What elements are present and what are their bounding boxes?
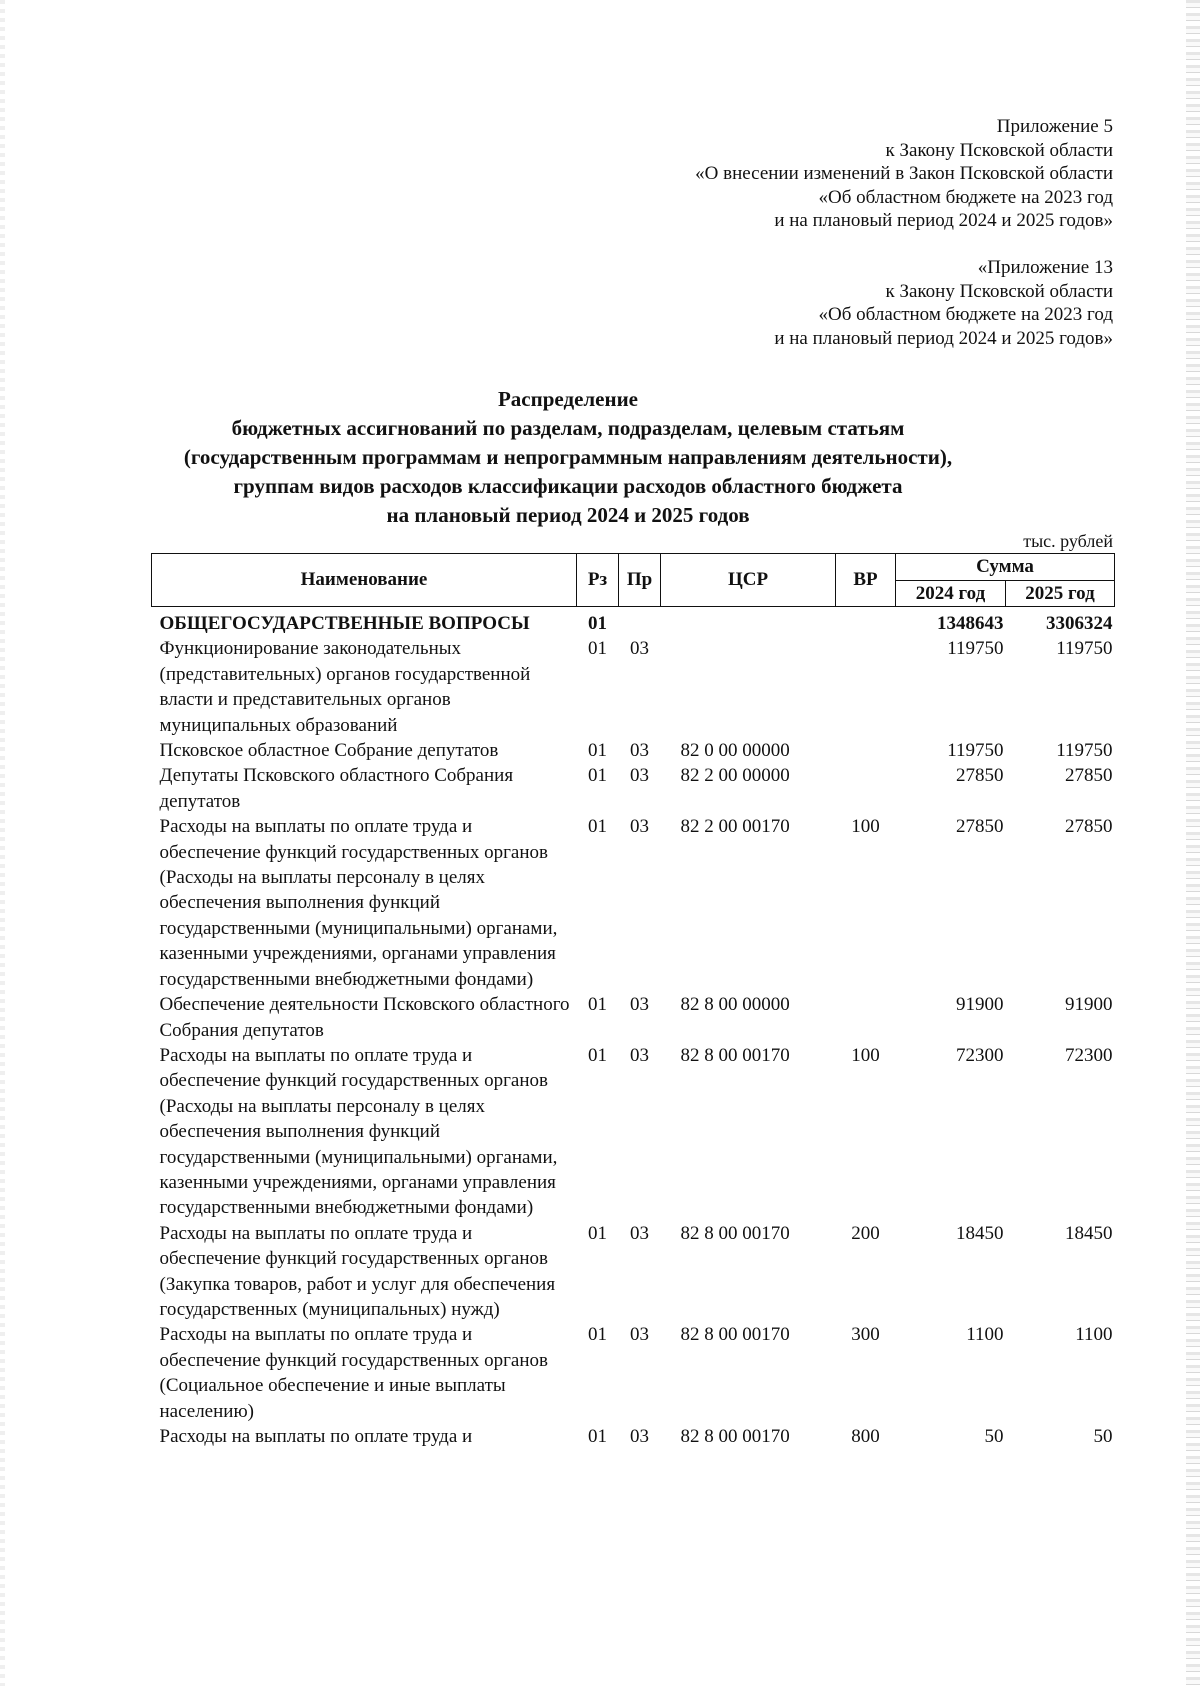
cell-csr: 82 8 00 00170 [680, 1324, 790, 1346]
cell-pr [619, 607, 661, 637]
cell-pr: 03 [630, 1222, 649, 1244]
table-row [152, 1221, 1115, 1323]
scan-right-edge [1186, 0, 1200, 1686]
table-row [152, 1043, 1115, 1221]
cell-y2024: 18450 [956, 1222, 1004, 1244]
cell-vr [836, 636, 896, 738]
cell-name: Расходы на выплаты по оплате труда и обеспечение функций государственных органов (Закупка товаров, работ и услуг для обеспечения государственных (муниципальных) нужд) [159, 1222, 556, 1320]
cell-csr [661, 636, 836, 738]
scan-left-edge [0, 0, 5, 1686]
cell-y2025: 91900 [1065, 994, 1113, 1016]
table-row [152, 1322, 1115, 1424]
cell-name: Депутаты Псковского областного Собрания депутатов [159, 765, 514, 812]
cell-rz: 01 [588, 994, 607, 1016]
header-name: Наименование [152, 554, 577, 607]
table-row [152, 763, 1115, 814]
cell-csr: 82 2 00 00000 [680, 765, 790, 787]
cell-y2024: 27850 [956, 816, 1004, 838]
appendix-header-line: Приложение 5 [996, 116, 1113, 137]
cell-y2024: 50 [984, 1426, 1004, 1447]
cell-rz: 01 [588, 765, 607, 787]
appendix-original-line: и на плановый период 2024 и 2025 годов» [774, 327, 1113, 349]
cell-name: Расходы на выплаты по оплате труда и обеспечение функций государственных органов (Расходы на выплаты персоналу в целях обеспечения выполнения функций государственными (муниципальными) органами, казенными учреждениями, органами управления государственными внебюджетными фондами) [159, 816, 558, 990]
appendix-original-line: к Закону Псковской области [885, 280, 1113, 302]
cell-pr: 03 [630, 740, 649, 762]
cell-pr: 03 [630, 816, 649, 838]
cell-rz: 01 [588, 740, 607, 762]
cell-csr: 82 8 00 00170 [680, 1222, 790, 1244]
cell-name: Расходы на выплаты по оплате труда и обеспечение функций государственных органов (Расходы на выплаты персоналу в целях обеспечения выполнения функций государственными (муниципальными) органами, казенными учреждениями, органами управления государственными внебюджетными фондами) [159, 1044, 558, 1219]
appendix-header-line: «Об областном бюджете на 2023 год [818, 186, 1113, 208]
cell-pr: 03 [630, 994, 649, 1016]
cell-rz: 01 [588, 638, 607, 660]
cell-y2025: 3306324 [1046, 613, 1113, 634]
document-title [160, 385, 976, 530]
cell-y2025: 18450 [1065, 1222, 1113, 1244]
appendix-header-line: и на плановый период 2024 и 2025 годов» [774, 210, 1113, 231]
cell-rz: 01 [588, 1044, 607, 1066]
cell-pr: 03 [630, 1324, 649, 1346]
appendix-original-line: «Об областном бюджете на 2023 год [818, 304, 1113, 325]
cell-rz: 01 [588, 1324, 607, 1346]
cell-vr: 800 [851, 1426, 880, 1447]
cell-rz: 01 [588, 816, 607, 838]
cell-vr: 100 [851, 1044, 880, 1066]
appendix-header-line: к Закону Псковской области [885, 139, 1113, 161]
header-pr: Пр [619, 554, 661, 607]
header-2024: 2024 год [896, 581, 1006, 607]
cell-y2025: 1100 [1075, 1324, 1113, 1346]
cell-y2024: 91900 [956, 994, 1004, 1016]
table-row [152, 738, 1115, 763]
title-line: (государственным программам и непрограммным направлениям деятельности), [183, 445, 953, 469]
cell-y2024: 27850 [956, 765, 1004, 787]
cell-name: ОБЩЕГОСУДАРСТВЕННЫЕ ВОПРОСЫ [159, 613, 530, 634]
table-header [152, 554, 1115, 607]
title-line: Распределение [497, 387, 639, 411]
title-line: бюджетных ассигнований по разделам, подразделам, целевым статьям [231, 416, 905, 440]
cell-pr: 03 [630, 765, 649, 787]
table-row [152, 814, 1115, 992]
appendix-header [695, 115, 1113, 233]
units-label: тыс. рублей [1023, 531, 1113, 551]
cell-vr: 100 [851, 816, 880, 838]
cell-pr: 03 [630, 1426, 649, 1447]
cell-csr: 82 8 00 00170 [680, 1044, 790, 1066]
cell-vr [836, 607, 896, 637]
cell-rz: 01 [588, 1222, 607, 1244]
cell-rz: 01 [588, 613, 607, 634]
header-csr: ЦСР [661, 554, 836, 607]
cell-vr: 200 [851, 1222, 880, 1244]
cell-vr [836, 763, 896, 814]
cell-y2024: 119750 [947, 740, 1004, 762]
table-row [152, 1424, 1115, 1449]
table-body [152, 607, 1115, 1450]
appendix-original-line: «Приложение 13 [977, 257, 1113, 278]
cell-csr [661, 607, 836, 637]
cell-y2025: 72300 [1065, 1044, 1113, 1066]
appendix-header-line: «О внесении изменений в Закон Псковской области [695, 163, 1113, 184]
cell-y2024: 1100 [966, 1324, 1004, 1346]
header-sum: Сумма [896, 554, 1115, 581]
cell-y2024: 72300 [956, 1044, 1004, 1066]
cell-vr [836, 992, 896, 1043]
budget-table [151, 553, 1115, 1449]
cell-vr [836, 738, 896, 763]
cell-name: Псковское областное Собрание депутатов [159, 740, 499, 762]
title-line: группам видов расходов классификации расходов областного бюджета [233, 474, 903, 498]
cell-y2024: 1348643 [937, 613, 1004, 634]
cell-pr: 03 [630, 1044, 649, 1066]
cell-name: Расходы на выплаты по оплате труда и [159, 1426, 473, 1447]
cell-y2025: 27850 [1065, 765, 1113, 787]
cell-csr: 82 0 00 00000 [680, 740, 790, 762]
cell-y2025: 27850 [1065, 816, 1113, 838]
cell-name: Расходы на выплаты по оплате труда и обеспечение функций государственных органов (Социальное обеспечение и иные выплаты населению) [159, 1324, 549, 1422]
table-row [152, 636, 1115, 738]
cell-name: Обеспечение деятельности Псковского областного Собрания депутатов [159, 994, 570, 1041]
title-line: на плановый период 2024 и 2025 годов [386, 503, 750, 527]
cell-name: Функционирование законодательных (представительных) органов государственной власти и представительных органов муниципальных образований [159, 638, 531, 736]
cell-y2024: 119750 [947, 638, 1004, 660]
appendix-original-header [774, 256, 1113, 350]
cell-rz: 01 [588, 1426, 607, 1447]
header-2025: 2025 год [1006, 581, 1115, 607]
cell-y2025: 119750 [1056, 638, 1113, 660]
cell-csr: 82 8 00 00170 [680, 1426, 790, 1447]
header-rz: Рз [577, 554, 619, 607]
header-vr: ВР [836, 554, 896, 607]
cell-csr: 82 2 00 00170 [680, 816, 790, 838]
cell-csr: 82 8 00 00000 [680, 994, 790, 1016]
cell-y2025: 50 [1093, 1426, 1113, 1447]
cell-vr: 300 [851, 1324, 880, 1346]
table-row [152, 607, 1115, 637]
cell-pr: 03 [630, 638, 649, 660]
table-row [152, 992, 1115, 1043]
cell-y2025: 119750 [1056, 740, 1113, 762]
